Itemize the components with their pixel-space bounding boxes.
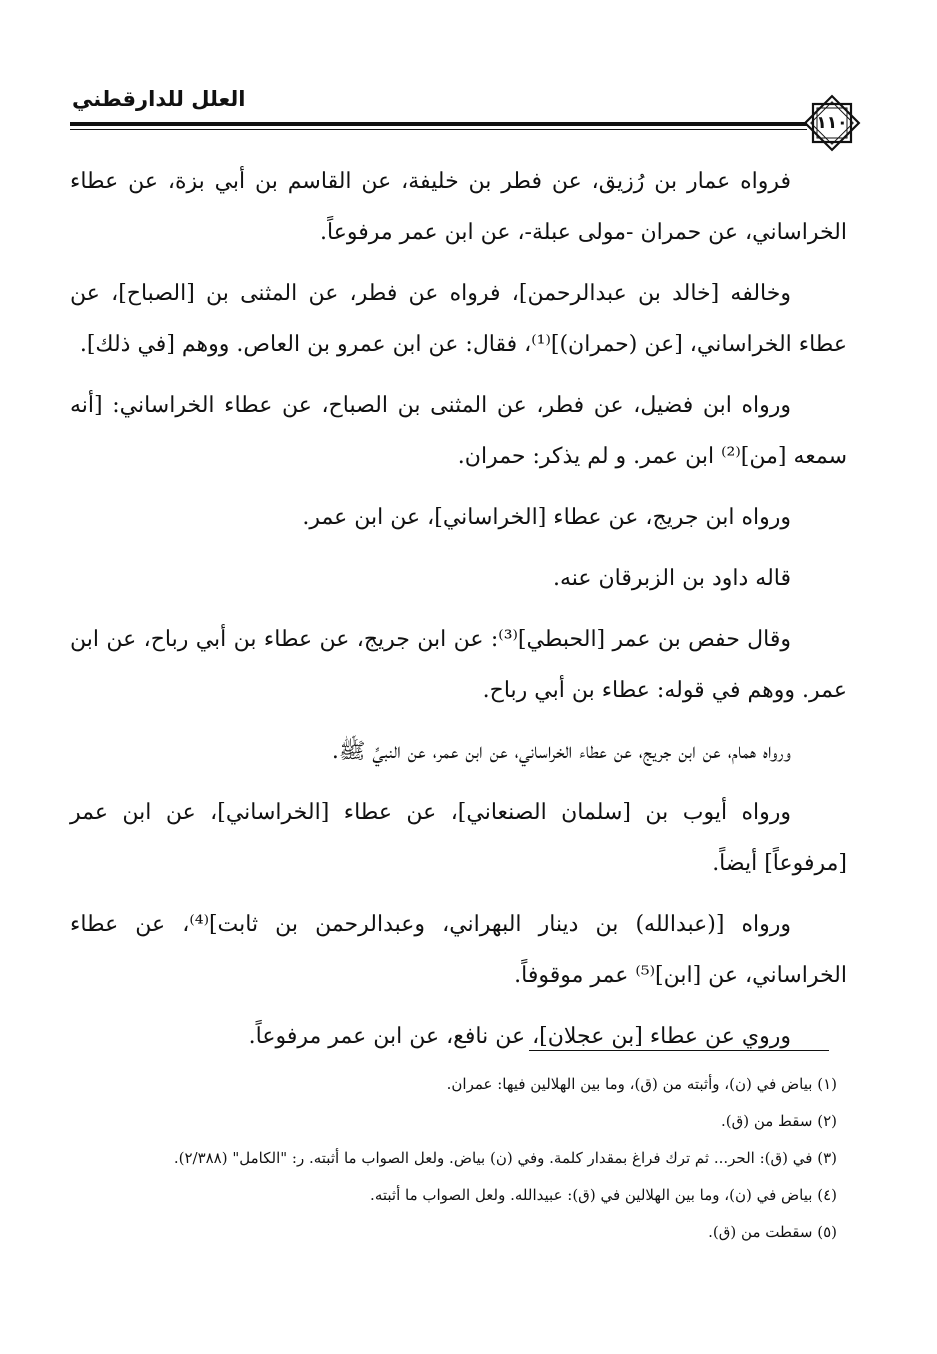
paragraph: فرواه عمار بن رُزيق، عن فطر بن خليفة، عن القاسم بن أبي بزة، عن عطاء الخراساني، عن حمران -مولى عبلة-، عن ابن عمر مرفوعاً. <box>70 169 847 245</box>
header-rule <box>70 122 807 126</box>
paragraph: ورواه ابن جريج، عن عطاء [الخراساني]، عن ابن عمر. <box>302 505 791 530</box>
footnote: (٣) في (ق): الحر... ثم ترك فراغ بمقدار كلمة. وفي (ن) بياض. ولعل الصواب ما أثبته. ر: "الكامل" (٢/٣٨٨). <box>173 1149 837 1167</box>
page-number-badge <box>801 92 863 154</box>
footnote: (٥) سقطت من (ق). <box>708 1223 837 1241</box>
footnote-divider <box>529 1050 829 1051</box>
paragraph: ورواه [(عبدالله) بن دينار البهراني، وعبدالرحمن بن ثابت]⁽⁴⁾، عن عطاء الخراساني، عن [ابن]⁽⁵⁾ عمر موقوفاً. <box>70 912 847 988</box>
paragraph: وقال حفص بن عمر [الحبطي]⁽³⁾: عن ابن جريج، عن عطاء بن أبي رباح، عن ابن عمر. ووهم في قوله: عطاء بن أبي رباح. <box>70 627 847 703</box>
header-rule-thin <box>70 129 807 130</box>
paragraph: وخالفه [خالد بن عبدالرحمن]، فرواه عن فطر، عن المثنى بن [الصباح]، عن عطاء الخراساني، [عن (حمران)]⁽¹⁾، فقال: عن ابن عمرو بن العاص. ووهم [في ذلك]. <box>70 281 847 357</box>
footnotes <box>70 1066 837 1251</box>
main-text <box>70 156 847 1072</box>
paragraph: قاله داود بن الزبرقان عنه. <box>552 566 791 591</box>
paragraph: ورواه همام، عن ابن جريج، عن عطاء الخراساني، عن ابن عمر، عن النبيِّ ﷺ. <box>331 739 791 764</box>
paragraph: وروي عن عطاء [بن عجلان]، عن نافع، عن ابن عمر مرفوعاً. <box>248 1024 791 1049</box>
book-title: العلل للدارقطني <box>72 87 246 111</box>
paragraph: ورواه ابن فضيل، عن فطر، عن المثنى بن الصباح، عن عطاء الخراساني: [أنه سمعه [من]⁽²⁾ ابن عمر. و لم يذكر: حمران. <box>70 393 847 469</box>
page-number: ١١٠ <box>816 113 848 133</box>
page-header <box>70 84 863 160</box>
footnote: (٤) بياض في (ن)، وما بين الهلالين في (ق): عبيدالله. ولعل الصواب ما أثبته. <box>370 1186 837 1204</box>
paragraph: ورواه أيوب بن [سلمان الصنعاني]، عن عطاء [الخراساني]، عن ابن عمر [مرفوعاً] أيضاً. <box>70 800 847 876</box>
footnote: (١) بياض في (ن)، وأثبته من (ق)، وما بين الهلالين فيها: عمران. <box>446 1075 837 1093</box>
footnote: (٢) سقط من (ق). <box>720 1112 837 1130</box>
